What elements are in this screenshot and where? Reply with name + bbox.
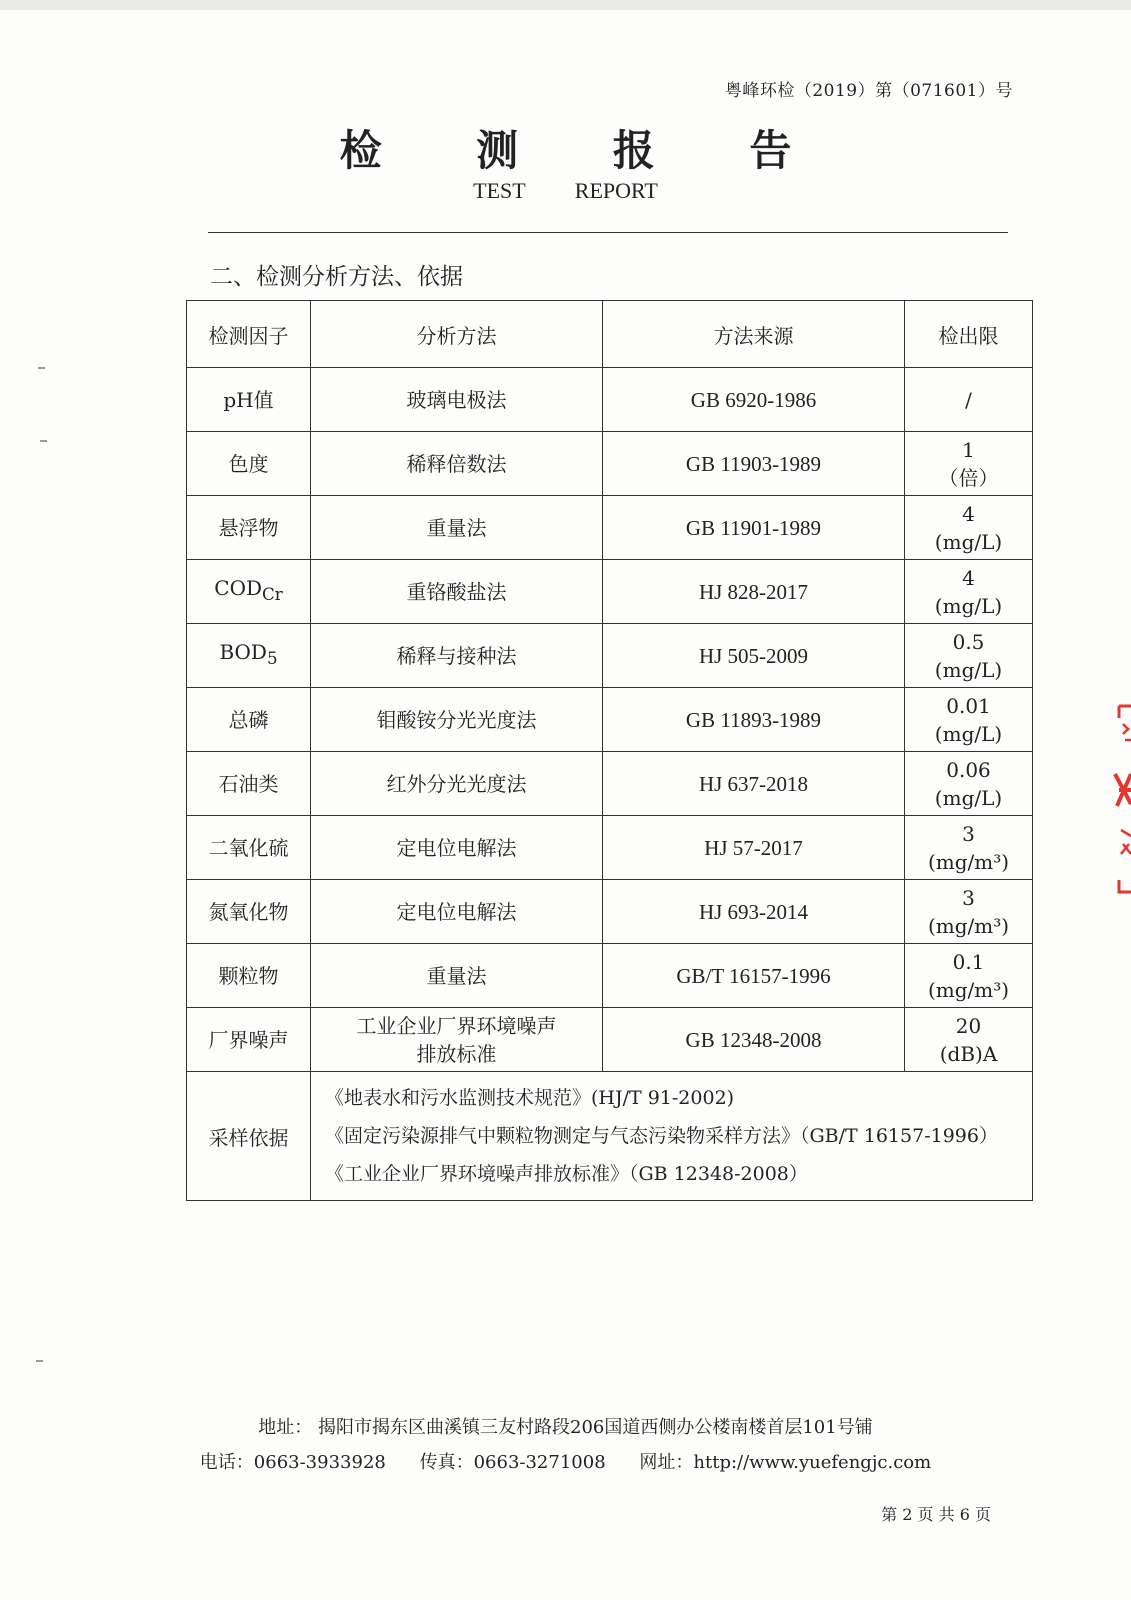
footer-contact [0,1448,1131,1474]
table-header-row [187,301,1033,368]
limit-cell [905,944,1033,1008]
table-row [187,880,1033,944]
source-cell: HJ 637-2018 [603,752,905,816]
methods-table [186,300,1033,1201]
title-chinese: 检 测 报 告 [339,126,832,175]
method-cell: 红外分光光度法 [311,752,603,816]
source-cell: GB 11893-1989 [603,688,905,752]
footer-website: 网址：http://www.yuefengjc.com [639,1452,932,1473]
limit-unit: (mg/m³) [927,977,1010,1002]
limit-cell [905,752,1033,816]
source-cell: GB 6920-1986 [603,368,905,432]
factor-name: BOD [219,640,267,664]
factor-subscript: 5 [266,649,278,668]
company-seal [1109,704,1131,894]
factor-cell: 颗粒物 [187,944,311,1008]
factor-cell: 氮氧化物 [187,880,311,944]
table-row [187,752,1033,816]
table-row [187,496,1033,560]
method-cell: 重量法 [311,496,603,560]
limit-cell [905,496,1033,560]
method-cell [311,1008,603,1072]
limit-unit: (dB)A [939,1041,998,1066]
limit-unit: (mg/L) [934,657,1003,682]
method-cell: 稀释与接种法 [311,624,603,688]
table-row [187,688,1033,752]
factor-name: COD [214,576,262,600]
header-source: 方法来源 [603,301,905,368]
limit-value: 1 [962,437,975,462]
limit-unit: （倍） [938,465,999,490]
method-cell: 定电位电解法 [311,816,603,880]
title-english: TEST REPORT [473,178,658,203]
table-row [187,432,1033,496]
factor-cell: 二氧化硫 [187,816,311,880]
limit-cell [905,368,1033,432]
factor-subscript: Cr [262,585,283,604]
header-factor: 检测因子 [187,301,311,368]
limit-value: 3 [962,821,975,846]
source-cell: GB 12348-2008 [603,1008,905,1072]
scan-top-border [0,0,1131,10]
limit-unit: (mg/L) [934,721,1003,746]
limit-unit: (mg/L) [934,593,1003,618]
scan-mark [36,1360,43,1362]
factor-cell: 色度 [187,432,311,496]
table-row [187,816,1033,880]
factor-cell [187,624,311,688]
limit-value: 0.5 [952,629,985,654]
source-cell: GB 11903-1989 [603,432,905,496]
factor-cell: pH值 [187,368,311,432]
limit-cell [905,880,1033,944]
limit-cell [905,432,1033,496]
header-method: 分析方法 [311,301,603,368]
limit-unit: (mg/L) [934,785,1003,810]
header-limit: 检出限 [905,301,1033,368]
method-cell: 稀释倍数法 [311,432,603,496]
factor-cell: 悬浮物 [187,496,311,560]
limit-cell [905,1008,1033,1072]
limit-unit: (mg/m³) [927,849,1010,874]
source-cell: HJ 693-2014 [603,880,905,944]
footer-fax: 传真：0663-3271008 [419,1452,606,1473]
method-cell: 钼酸铵分光光度法 [311,688,603,752]
factor-cell: 厂界噪声 [187,1008,311,1072]
basis-line: 《地表水和污水监测技术规范》(HJ/T 91-2002) [325,1087,735,1109]
method-cell: 重量法 [311,944,603,1008]
limit-value: 20 [955,1013,982,1038]
source-cell: HJ 828-2017 [603,560,905,624]
page-number: 第 2 页 共 6 页 [881,1505,991,1524]
basis-line: 《工业企业厂界环境噪声排放标准》（GB 12348-2008） [325,1163,808,1185]
basis-line: 《固定污染源排气中颗粒物测定与气态污染物采样方法》（GB/T 16157-1996） [325,1125,998,1147]
method-line1: 工业企业厂界环境噪声 [356,1013,557,1038]
table-row [187,624,1033,688]
limit-value: 4 [962,501,975,526]
method-cell: 定电位电解法 [311,880,603,944]
scan-mark [38,367,45,369]
method-cell: 玻璃电极法 [311,368,603,432]
factor-cell: 总磷 [187,688,311,752]
limit-value: / [965,387,972,412]
table-row [187,944,1033,1008]
factor-cell: 石油类 [187,752,311,816]
limit-value: 0.06 [946,757,991,782]
limit-value: 4 [962,565,975,590]
limit-cell [905,624,1033,688]
footer-phone: 电话：0663-3933928 [199,1452,386,1473]
limit-unit: (mg/m³) [927,913,1010,938]
report-number: 粤峰环检（2019）第（071601）号 [724,81,1013,101]
factor-cell [187,560,311,624]
limit-cell [905,560,1033,624]
method-line2: 排放标准 [416,1041,497,1066]
method-cell: 重铬酸盐法 [311,560,603,624]
basis-cell [311,1072,1033,1201]
scan-mark [40,440,47,442]
limit-unit: (mg/L) [934,529,1003,554]
limit-cell [905,816,1033,880]
section-title: 二、检测分析方法、依据 [210,264,463,290]
source-cell: HJ 57-2017 [603,816,905,880]
sampling-basis-row [187,1072,1033,1201]
basis-label: 采样依据 [187,1072,311,1201]
limit-cell [905,688,1033,752]
footer-address: 地址： 揭阳市揭东区曲溪镇三友村路段206国道西侧办公楼南楼首层101号铺 [258,1417,873,1438]
table-row [187,1008,1033,1072]
header-divider [208,232,1008,233]
source-cell: HJ 505-2009 [603,624,905,688]
source-cell: GB/T 16157-1996 [603,944,905,1008]
limit-value: 3 [962,885,975,910]
limit-value: 0.1 [952,949,985,974]
source-cell: GB 11901-1989 [603,496,905,560]
table-row [187,560,1033,624]
table-row [187,368,1033,432]
limit-value: 0.01 [946,693,991,718]
